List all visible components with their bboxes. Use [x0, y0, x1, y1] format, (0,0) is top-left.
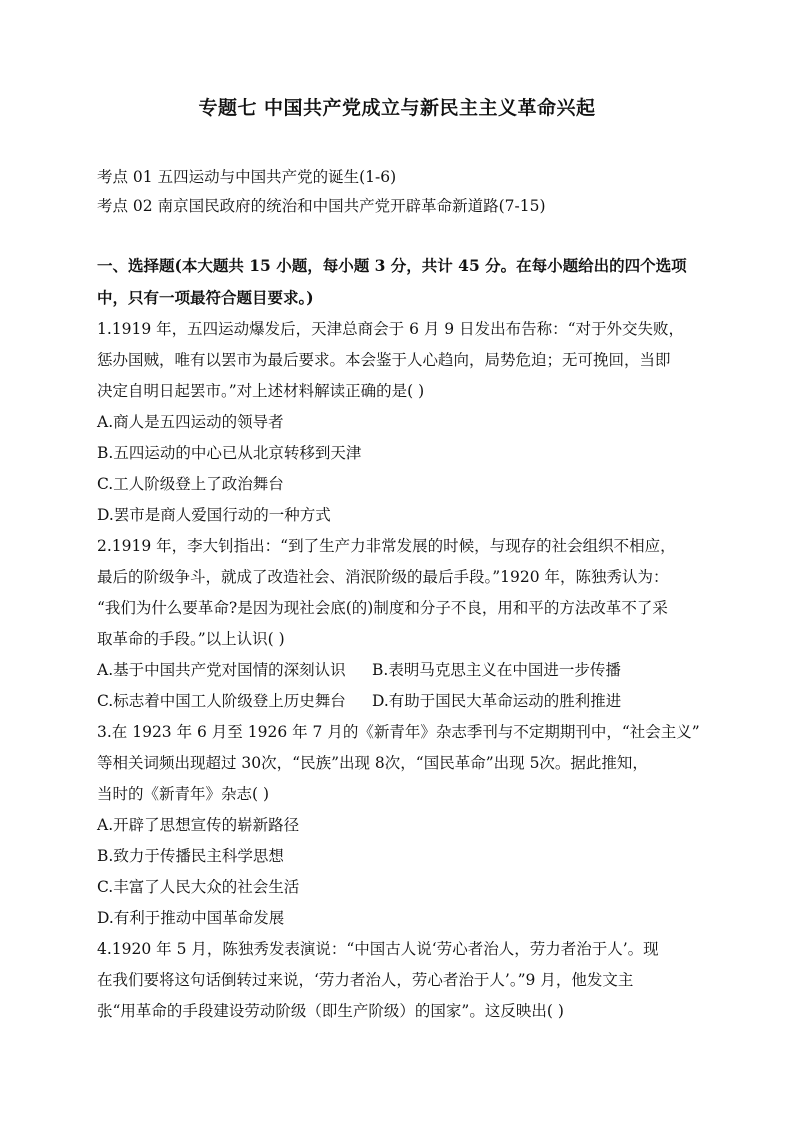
q3-option-d: D.有利于推动中国革命发展 [97, 909, 285, 927]
q3-option-b: B.致力于传播民主科学思想 [97, 847, 284, 865]
q1-option-b: B.五四运动的中心已从北京转移到天津 [97, 444, 362, 462]
q1-text-line-1: 1.1919 年，五四运动爆发后，天津总商会于 6 月 9 日发出布告称：“对于外交失败， [97, 320, 685, 338]
q2-option-b: B.表明马克思主义在中国进一步传播 [372, 661, 621, 679]
q4-text-line-2: 在我们要将这句话倒转过来说，‘劳力者治人，劳心者治于人’。”9 月，他发文主 [97, 971, 634, 989]
q1-text-line-3: 决定自明日起罢市。”对上述材料解读正确的是( ) [97, 382, 425, 400]
q2-text-line-2: 最后的阶级争斗，就成了改造社会、消泯阶级的最后手段。”1920 年，陈独秀认为： [97, 568, 669, 586]
q3-option-c: C.丰富了人民大众的社会生活 [97, 878, 300, 896]
q1-option-d: D.罢市是商人爱国行动的一种方式 [97, 506, 331, 524]
page-title: 专题七 中国共产党成立与新民主主义革命兴起 [198, 97, 596, 119]
q1-option-c: C.工人阶级登上了政治舞台 [97, 475, 284, 493]
q2-option-a: A.基于中国共产党对国情的深刻认识 [97, 661, 346, 679]
q3-text-line-3: 当时的《新青年》杂志( ) [97, 785, 270, 803]
section-heading-line-1: 一、选择题(本大题共 15 小题，每小题 3 分，共计 45 分。在每小题给出的四个选项 [97, 256, 687, 275]
kaodian-2: 考点 02 南京国民政府的统治和中国共产党开辟革命新道路(7-15) [97, 197, 546, 215]
kaodian-1: 考点 01 五四运动与中国共产党的诞生(1-6) [97, 168, 397, 186]
q3-text-line-1: 3.在 1923 年 6 月至 1926 年 7 月的《新青年》杂志季刊与不定期期刊中，“社会主义” [97, 723, 700, 741]
q4-text-line-3: 张“用革命的手段建设劳动阶级（即生产阶级）的国家”。这反映出( ) [97, 1002, 564, 1020]
q3-text-line-2: 等相关词频出现超过 30次，“民族”出现 8次，“国民革命”出现 5次。据此推知， [97, 754, 648, 772]
q2-text-line-4: 取革命的手段。”以上认识( ) [97, 630, 285, 648]
q2-text-line-3: “我们为什么要革命?是因为现社会底(的)制度和分子不良，用和平的方法改革不了采 [97, 599, 668, 617]
q2-option-d: D.有助于国民大革命运动的胜利推进 [372, 692, 622, 710]
q1-text-line-2: 惩办国贼，唯有以罢市为最后要求。本会鉴于人心趋向，局势危迫；无可挽回，当即 [97, 351, 671, 369]
q4-text-line-1: 4.1920 年 5 月，陈独秀发表演说：“中国古人说‘劳心者治人，劳力者治于人’。现 [97, 940, 659, 958]
section-heading-line-2: 中，只有一项最符合题目要求。) [97, 288, 314, 307]
q2-option-c: C.标志着中国工人阶级登上历史舞台 [97, 692, 346, 710]
q2-text-line-1: 2.1919 年，李大钊指出：“到了生产力非常发展的时候，与现存的社会组织不相应， [97, 537, 676, 555]
q3-option-a: A.开辟了思想宣传的崭新路径 [97, 816, 300, 834]
q1-option-a: A.商人是五四运动的领导者 [97, 413, 284, 431]
